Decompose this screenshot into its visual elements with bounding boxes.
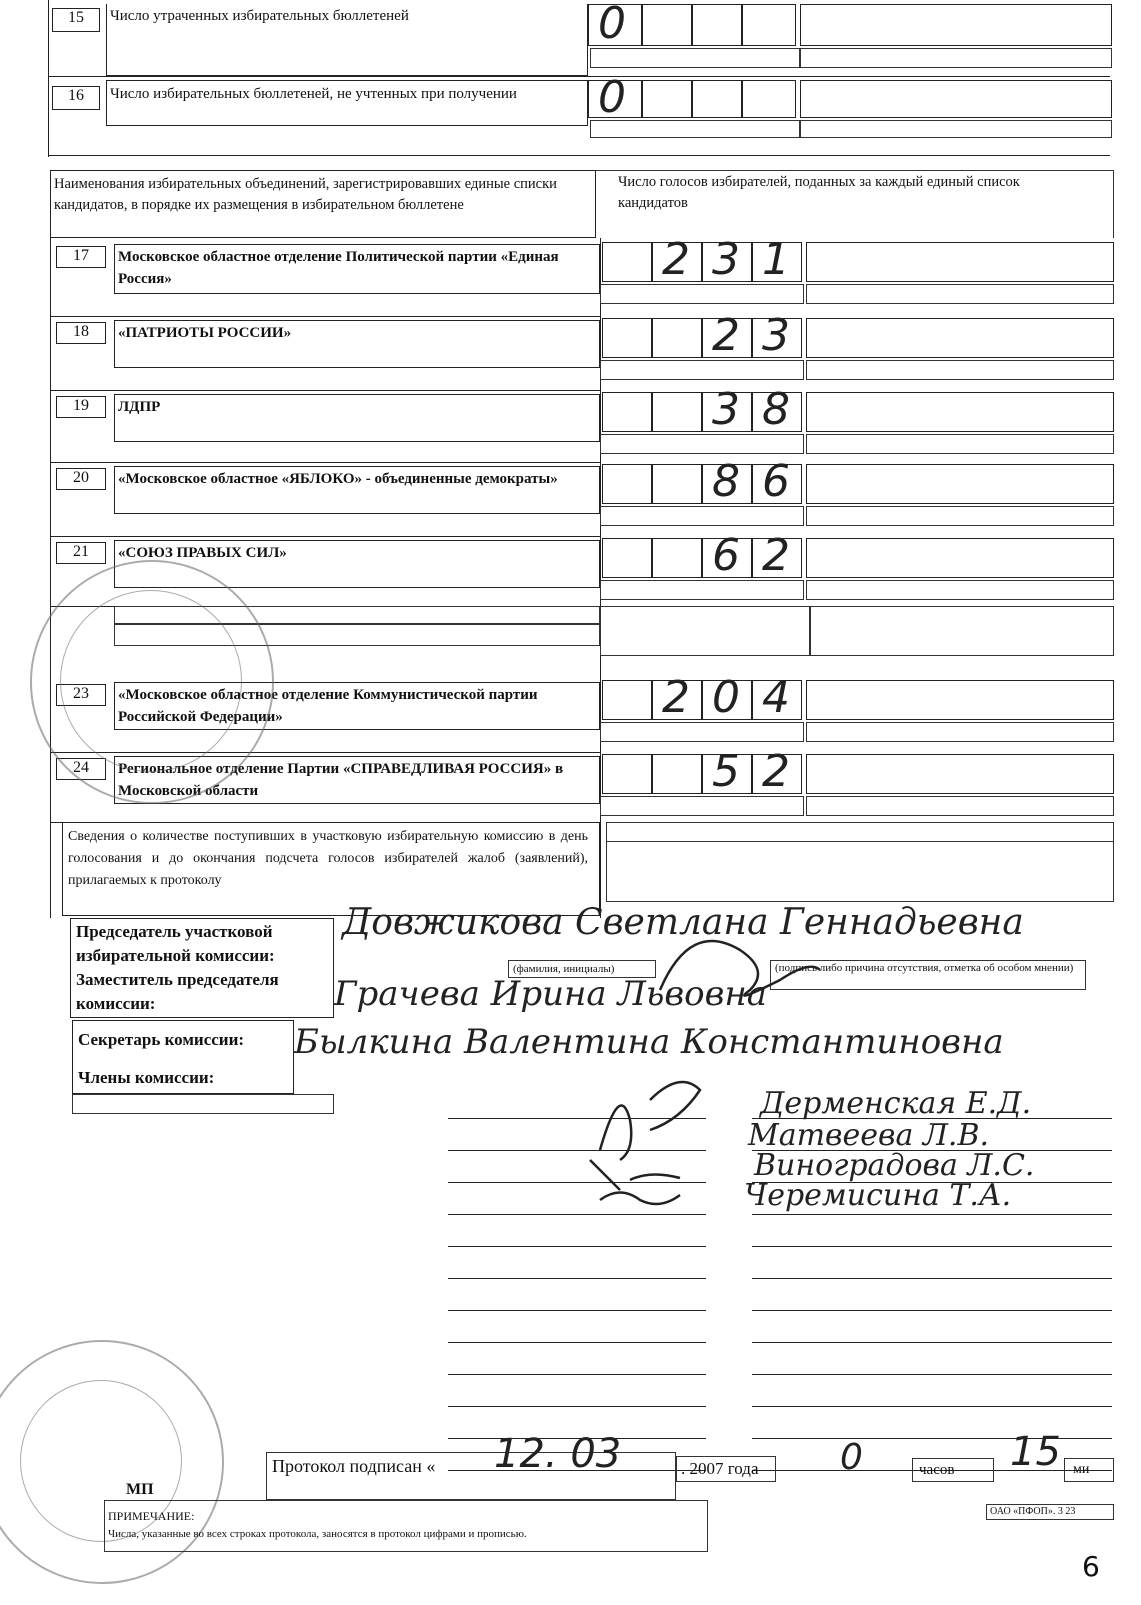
member-name: Виноградова Л.С. (754, 1148, 1035, 1183)
signature-line (752, 1278, 1112, 1279)
protocol-year: . 2007 года (676, 1456, 776, 1482)
handwritten-digit: 8 (762, 384, 790, 435)
row-label: Число утраченных избирательных бюллетеней (110, 8, 409, 24)
row-number: 15 (52, 8, 100, 32)
signature-line (752, 1374, 1112, 1375)
signature-line (752, 1214, 1112, 1215)
party-number: 20 (56, 468, 106, 490)
minutes-value: 15 (1010, 1429, 1061, 1475)
signature-line (448, 1406, 706, 1407)
signature-line (448, 1342, 706, 1343)
handwritten-digit: 2 (762, 746, 790, 797)
handwritten-digit: 2 (762, 530, 790, 581)
handwritten-signatures (560, 1060, 760, 1220)
handwritten-digit: 0 (598, 0, 626, 49)
sign-caption: (подпись либо причина отсутствия, отметка об особом мнении) (770, 960, 1086, 990)
note-text: Числа, указанные во всех строках протокола, заносятся в протокол цифрами и прописью. (108, 1528, 527, 1540)
handwritten-digit: 8 (712, 456, 740, 507)
protocol-signed-label: Протокол подписан « (272, 1456, 436, 1476)
signature-line (752, 1342, 1112, 1343)
party-name: Московское областное отделение Политической партии «Единая Россия» (118, 249, 559, 287)
handwritten-digit: 2 (662, 234, 690, 285)
deputy-label: Заместитель председателя комиссии: (76, 970, 279, 1013)
row-label: Число избирательных бюллетеней, не учтенных при получении (110, 86, 517, 102)
row-number: 16 (52, 86, 100, 110)
members-label: Члены комиссии: (78, 1068, 215, 1087)
page-number: 6 (1082, 1550, 1100, 1583)
party-column-header: Наименования избирательных объединений, зарегистрировавших единые списки кандидатов, в порядке их размещения в избирательном бюллетене (54, 176, 557, 213)
hours-value: 0 (840, 1437, 863, 1478)
handwritten-digit: 5 (712, 746, 740, 797)
party-name: Региональное отделение Партии «СПРАВЕДЛИВАЯ РОССИЯ» в Московской области (118, 761, 564, 799)
signature-line (752, 1246, 1112, 1247)
handwritten-digit: 0 (712, 672, 740, 723)
signature-line (448, 1374, 706, 1375)
party-number: 21 (56, 542, 106, 564)
handwritten-digit: 1 (762, 234, 790, 285)
handwritten-digit: 4 (762, 672, 790, 723)
fio-caption: (фамилия, инициалы) (508, 960, 656, 978)
signature-line (752, 1406, 1112, 1407)
handwritten-digit: 6 (712, 530, 740, 581)
hours-label: часов (912, 1458, 994, 1482)
chair-name: Довжикова Светлана Геннадьевна (342, 902, 1024, 943)
party-number: 18 (56, 322, 106, 344)
signature-line (752, 1310, 1112, 1311)
chair-signature (650, 920, 830, 1010)
handwritten-digit: 2 (712, 310, 740, 361)
mp-label: МП (126, 1481, 154, 1498)
member-name: Черемисина Т.А. (744, 1178, 1012, 1213)
member-name: Матвеева Л.В. (748, 1118, 990, 1153)
handwritten-digit: 3 (712, 384, 740, 435)
party-number: 19 (56, 396, 106, 418)
member-name: Дерменская Е.Д. (760, 1086, 1032, 1121)
party-number: 24 (56, 758, 106, 780)
note-title: ПРИМЕЧАНИЕ: (108, 1509, 195, 1523)
secretary-label: Секретарь комиссии: (78, 1030, 245, 1049)
handwritten-digit: 3 (712, 234, 740, 285)
party-name: «ПАТРИОТЫ РОССИИ» (118, 325, 292, 341)
handwritten-digit: 6 (762, 456, 790, 507)
signature-line (448, 1310, 706, 1311)
complaints-label: Сведения о количестве поступивших в участковую избирательную комиссию в день голосования и до окончания подсчета голосов избирателей жалоб (заявлений), прилагаемых к протоколу (68, 829, 588, 888)
party-name: «Московское областное «ЯБЛОКО» - объединенные демократы» (118, 471, 558, 487)
party-name: «Московское областное отделение Коммунистической партии Российской Федерации» (118, 687, 538, 725)
party-name: ЛДПР (118, 399, 161, 415)
signature-line (448, 1278, 706, 1279)
protocol-date: 12. 03 (494, 1431, 622, 1477)
chair-label: Председатель участковой избирательной комиссии: (76, 922, 275, 965)
party-name: «СОЮЗ ПРАВЫХ СИЛ» (118, 545, 287, 561)
party-number: 23 (56, 684, 106, 706)
signature-line (448, 1246, 706, 1247)
printer-mark: ОАО «ПФОП». 3 23 (986, 1504, 1114, 1520)
votes-column-header: Число голосов избирателей, поданных за каждый единый список кандидатов (618, 174, 1020, 211)
stamp (60, 590, 242, 772)
secretary-name: Былкина Валентина Константиновна (294, 1022, 1004, 1062)
handwritten-digit: 3 (762, 310, 790, 361)
party-number: 17 (56, 246, 106, 268)
handwritten-digit: 0 (598, 72, 626, 123)
handwritten-digit: 2 (662, 672, 690, 723)
minutes-label: ми (1064, 1458, 1114, 1482)
deputy-name: Грачева Ирина Львовна (334, 974, 768, 1014)
